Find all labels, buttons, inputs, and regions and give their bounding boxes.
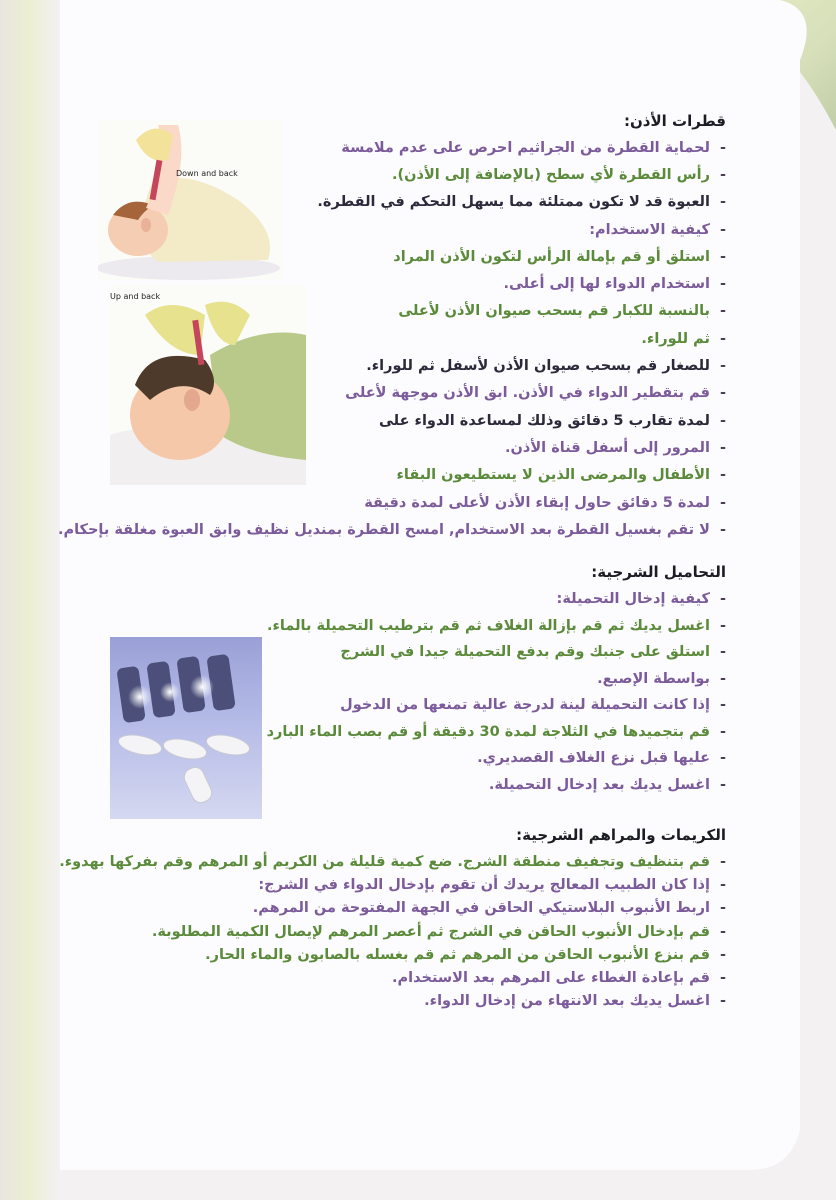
list-item-text: ثم للوراء. [641,330,710,347]
list-item-text: إذا كانت التحميلة لينة لدرجة عالية تمنعها من الدخول [340,697,710,714]
list-item [58,462,726,489]
bullet-dash: - [719,970,726,987]
list-item [58,161,726,188]
list-item [58,352,726,379]
list-item-text: لحماية القطرة من الجراثيم احرص على عدم ملامسة [341,139,710,156]
bullet-dash: - [719,670,726,687]
creams-title: الكريمات والمراهم الشرجية: [516,826,726,844]
bullet-dash: - [719,248,726,265]
bullet-dash: - [719,276,726,293]
list-item-text: قم بتجميدها في الثلاجة لمدة 30 دقيقة أو قم بصب الماء البارد [266,723,710,740]
bullet-dash: - [719,776,726,793]
list-item-text: اربط الأنبوب البلاستيكي الحاقن في الجهة المفتوحة من المرهم. [252,900,710,917]
bullet-dash: - [719,412,726,429]
list-item-text: لمدة تقارب 5 دقائق وذلك لمساعدة الدواء على [379,412,710,429]
list-item [58,216,726,243]
list-item [267,586,726,613]
bullet-dash: - [719,617,726,634]
list-item-text: قم بنزع الأنبوب الحاقن من المرهم ثم قم بغسله بالصابون والماء الحار. [205,946,710,963]
list-item [58,434,726,461]
list-item-text: العبوة قد لا تكون ممتلئة مما يسهل التحكم في القطرة. [317,194,710,211]
bullet-dash: - [719,439,726,456]
list-item-text: الأطفال والمرضى الذين لا يستطيعون البقاء [396,467,710,484]
bullet-dash: - [719,221,726,238]
bullet-dash: - [719,330,726,347]
list-item-text: اغسل يديك بعد الانتهاء من إدخال الدواء. [424,993,710,1010]
list-item-text: اغسل يديك ثم قم بإزالة الغلاف ثم قم بترطيب التحميلة بالماء. [267,617,710,634]
list-item [58,270,726,297]
bullet-dash: - [719,644,726,661]
list-item-text: بالنسبة للكبار قم بسحب صيوان الأذن لأعلى [398,303,710,320]
bullet-dash: - [719,139,726,156]
ear-drops-list [58,134,726,543]
bullet-dash: - [719,385,726,402]
list-item-text: استخدام الدواء لها إلى أعلى. [503,276,710,293]
list-item [58,407,726,434]
suppositories-photo [110,637,262,819]
child-illustration-label: Down and back [176,169,238,178]
list-item [59,990,726,1013]
suppositories-list [267,586,726,798]
bullet-dash: - [719,993,726,1010]
list-item-text: المرور إلى أسفل قناة الأذن. [505,439,710,456]
bullet-dash: - [719,723,726,740]
list-item-text: لا تقم بغسيل القطرة بعد الاستخدام, امسح القطرة بمنديل نظيف وابق العبوة مغلقة بإحكام. [57,521,710,538]
list-item [267,692,726,719]
list-item [59,897,726,920]
list-item [267,639,726,666]
bullet-dash: - [719,876,726,893]
list-item [267,613,726,640]
list-item [59,873,726,896]
list-item-text: قم بإعادة الغطاء على المرهم بعد الاستخدام. [392,970,710,987]
list-item-text: رأس القطرة لأي سطح (بالإضافة إلى الأذن). [392,166,710,183]
list-item-text: عليها قبل نزع الغلاف القصديري. [477,750,710,767]
list-item-text: قم بتنظيف وتجفيف منطقة الشرج. ضع كمية قليلة من الكريم أو المرهم وقم بفركها بهدوء. [59,853,710,870]
bullet-dash: - [719,467,726,484]
list-item [58,380,726,407]
list-item-text: لمدة 5 دقائق حاول إبقاء الأذن لأعلى لمدة دقيقة [364,494,710,511]
bullet-dash: - [719,923,726,940]
creams-list [59,850,726,1013]
bullet-dash: - [719,521,726,538]
list-item [58,516,726,543]
list-item [58,189,726,216]
list-item-text: استلق على جنبك وقم بدفع التحميلة جيدا في الشرج [340,644,710,661]
bullet-dash: - [719,303,726,320]
list-item [58,243,726,270]
list-item [267,745,726,772]
bullet-dash: - [719,853,726,870]
list-item-text: إذا كان الطبيب المعالج يريدك أن تقوم بإدخال الدواء في الشرج: [258,876,710,893]
list-item [267,772,726,799]
list-item [58,489,726,516]
list-item-text: قم بإدخال الأنبوب الحاقن في الشرج ثم أعصر المرهم لإيصال الكمية المطلوبة. [151,923,710,940]
ear-drops-title: قطرات الأذن: [623,112,726,130]
list-item [59,920,726,943]
suppositories-title: التحاميل الشرجية: [591,563,726,581]
bullet-dash: - [719,494,726,511]
list-item-text: للصغار قم بسحب صيوان الأذن لأسفل ثم للوراء. [366,358,710,375]
bullet-dash: - [719,750,726,767]
bullet-dash: - [719,166,726,183]
list-item-text: اغسل يديك بعد إدخال التحميلة. [488,776,710,793]
list-item [267,666,726,693]
list-item [59,943,726,966]
bullet-dash: - [719,358,726,375]
list-item [267,719,726,746]
list-item-text: بواسطة الإصبع. [597,670,710,687]
list-item [58,134,726,161]
bullet-dash: - [719,591,726,608]
list-item-text: كيفية إدخال التحميلة: [556,591,710,608]
list-item-text: قم بتقطير الدواء في الأذن. ابق الأذن موجهة لأعلى [345,385,710,402]
bullet-dash: - [719,900,726,917]
list-item [59,966,726,989]
list-item-text: كيفية الاستخدام: [589,221,710,238]
list-item [58,325,726,352]
bullet-dash: - [719,194,726,211]
list-item [59,850,726,873]
bullet-dash: - [719,697,726,714]
list-item-text: استلق أو قم بإمالة الرأس لتكون الأذن المراد [393,248,710,265]
adult-illustration-label: Up and back [110,292,161,301]
list-item [58,298,726,325]
bullet-dash: - [719,946,726,963]
